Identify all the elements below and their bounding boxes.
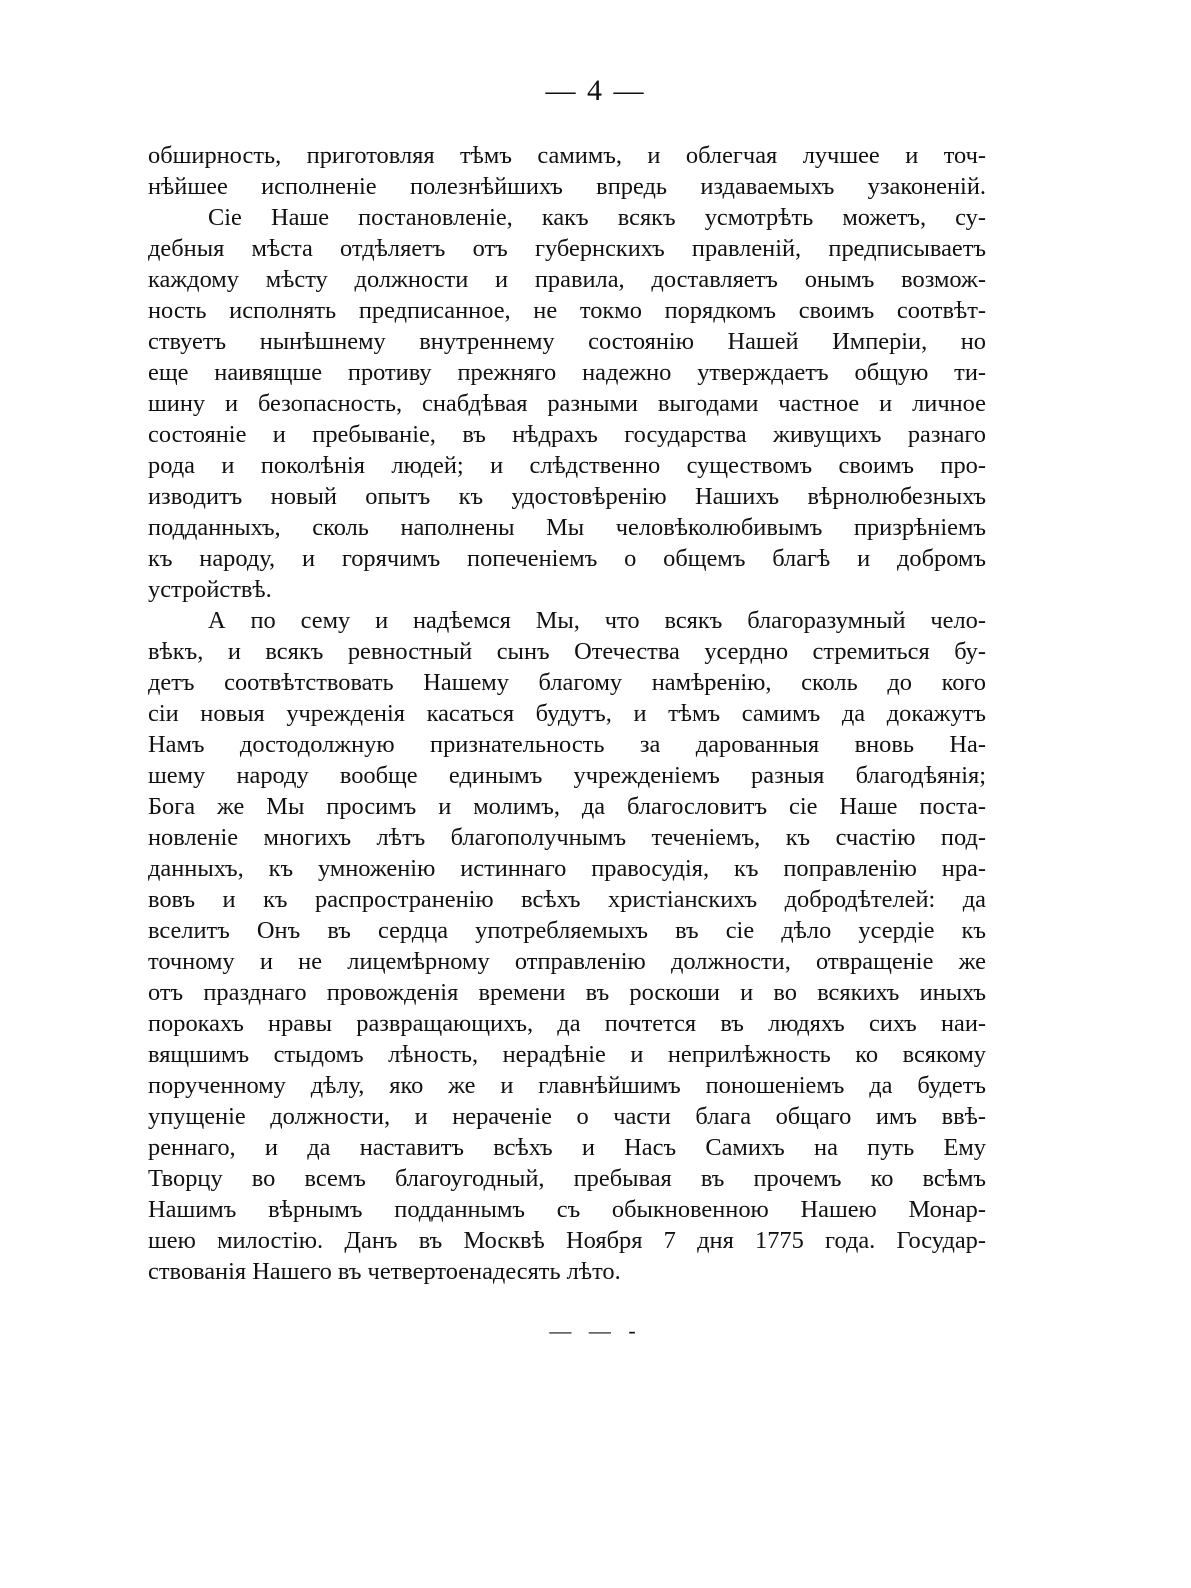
text-line: ность исполнять предписанное, не токмо порядкомъ своимъ соотвѣт- xyxy=(148,297,986,324)
text-line: новленіе многихъ лѣтъ благополучнымъ теченіемъ, къ счастію под- xyxy=(148,824,986,851)
text-line: вовъ и къ распространенію всѣхъ христіанскихъ добродѣтелей: да xyxy=(148,886,986,913)
text-line: детъ соотвѣтствовать Нашему благому намѣренію, сколь до кого xyxy=(148,669,986,696)
paragraph-start-line: А по сему и надѣемся Мы, что всякъ благоразумный чело- xyxy=(208,607,986,634)
text-line: реннаго, и да наставитъ всѣхъ и Насъ Самихъ на путь Ему xyxy=(148,1134,986,1161)
paragraph-end-line: ствованія Нашего въ четвертоенадесять лѣто. xyxy=(148,1258,621,1285)
text-line: къ народу, и горячимъ попеченіемъ о общемъ благѣ и добромъ xyxy=(148,545,986,572)
text-line: вящшимъ стыдомъ лѣность, нерадѣніе и неприлѣжность ко всякому xyxy=(148,1041,986,1068)
text-line: шину и безопасность, снабдѣвая разными выгодами частное и личное xyxy=(148,390,986,417)
text-line: сіи новыя учрежденія касаться будутъ, и тѣмъ самимъ да докажутъ xyxy=(148,700,986,727)
text-line: Нашимъ вѣрнымъ подданнымъ съ обыкновенною Нашею Монар- xyxy=(148,1196,986,1223)
text-line: Намъ достодолжную признательность за дарованныя вновь На- xyxy=(148,731,986,758)
text-line: вѣкъ, и всякъ ревностный сынъ Отечества усердно стремиться бу- xyxy=(148,638,986,665)
text-line: еще наивящше противу прежняго надежно утверждаетъ общую ти- xyxy=(148,359,986,386)
page-number: — 4 — xyxy=(545,74,646,107)
text-line: ствуетъ нынѣшнему внутреннему состоянію Нашей Имперіи, но xyxy=(148,328,986,355)
paragraph-end-line: устройствѣ. xyxy=(148,576,272,603)
text-line: точному и не лицемѣрному отправленію должности, отвращеніе же xyxy=(148,948,986,975)
text-line: порученному дѣлу, яко же и главнѣйшимъ поношеніемъ да будетъ xyxy=(148,1072,986,1099)
text-line: данныхъ, къ умноженію истиннаго правосудія, къ поправленію нра- xyxy=(148,855,986,882)
body-text xyxy=(148,140,986,1287)
text-line: изводитъ новый опытъ къ удостовѣренію Нашихъ вѣрнолюбезныхъ xyxy=(148,483,986,510)
text-line: состояніе и пребываніе, въ нѣдрахъ государства живущихъ разнаго xyxy=(148,421,986,448)
text-line: нѣйшее исполненіе полезнѣйшихъ впредь издаваемыхъ узаконеній. xyxy=(148,173,986,200)
text-line: вселитъ Онъ въ сердца употребляемыхъ въ сіе дѣло усердіе къ xyxy=(148,917,986,944)
text-line: отъ празднаго провожденія времени въ роскоши и во всякихъ иныхъ xyxy=(148,979,986,1006)
end-mark: — — - xyxy=(549,1318,642,1343)
text-line: Бога же Мы просимъ и молимъ, да благословитъ сіе Наше поста- xyxy=(148,793,986,820)
text-line: дебныя мѣста отдѣляетъ отъ губернскихъ правленій, предписываетъ xyxy=(148,235,986,262)
text-line: шему народу вообще единымъ учрежденіемъ разныя благодѣянія; xyxy=(148,762,986,789)
paragraph-start-line: Сіе Наше постановленіе, какъ всякъ усмотрѣть можетъ, су- xyxy=(208,204,986,231)
text-line: обширность, приготовляя тѣмъ самимъ, и облегчая лучшее и точ- xyxy=(148,142,986,169)
text-line: Творцу во всемъ благоугодный, пребывая въ прочемъ ко всѣмъ xyxy=(148,1165,986,1192)
text-line: рода и поколѣнія людей; и слѣдственно существомъ своимъ про- xyxy=(148,452,986,479)
text-line: каждому мѣсту должности и правила, доставляетъ онымъ возмож- xyxy=(148,266,986,293)
text-line: упущеніе должности, и нераченіе о части блага общаго имъ ввѣ- xyxy=(148,1103,986,1130)
text-line: шею милостію. Данъ въ Москвѣ Ноября 7 дня 1775 года. Государ- xyxy=(148,1227,986,1254)
text-line: подданныхъ, сколь наполнены Мы человѣколюбивымъ призрѣніемъ xyxy=(148,514,986,541)
text-line: порокахъ нравы развращающихъ, да почтется въ людяхъ сихъ наи- xyxy=(148,1010,986,1037)
